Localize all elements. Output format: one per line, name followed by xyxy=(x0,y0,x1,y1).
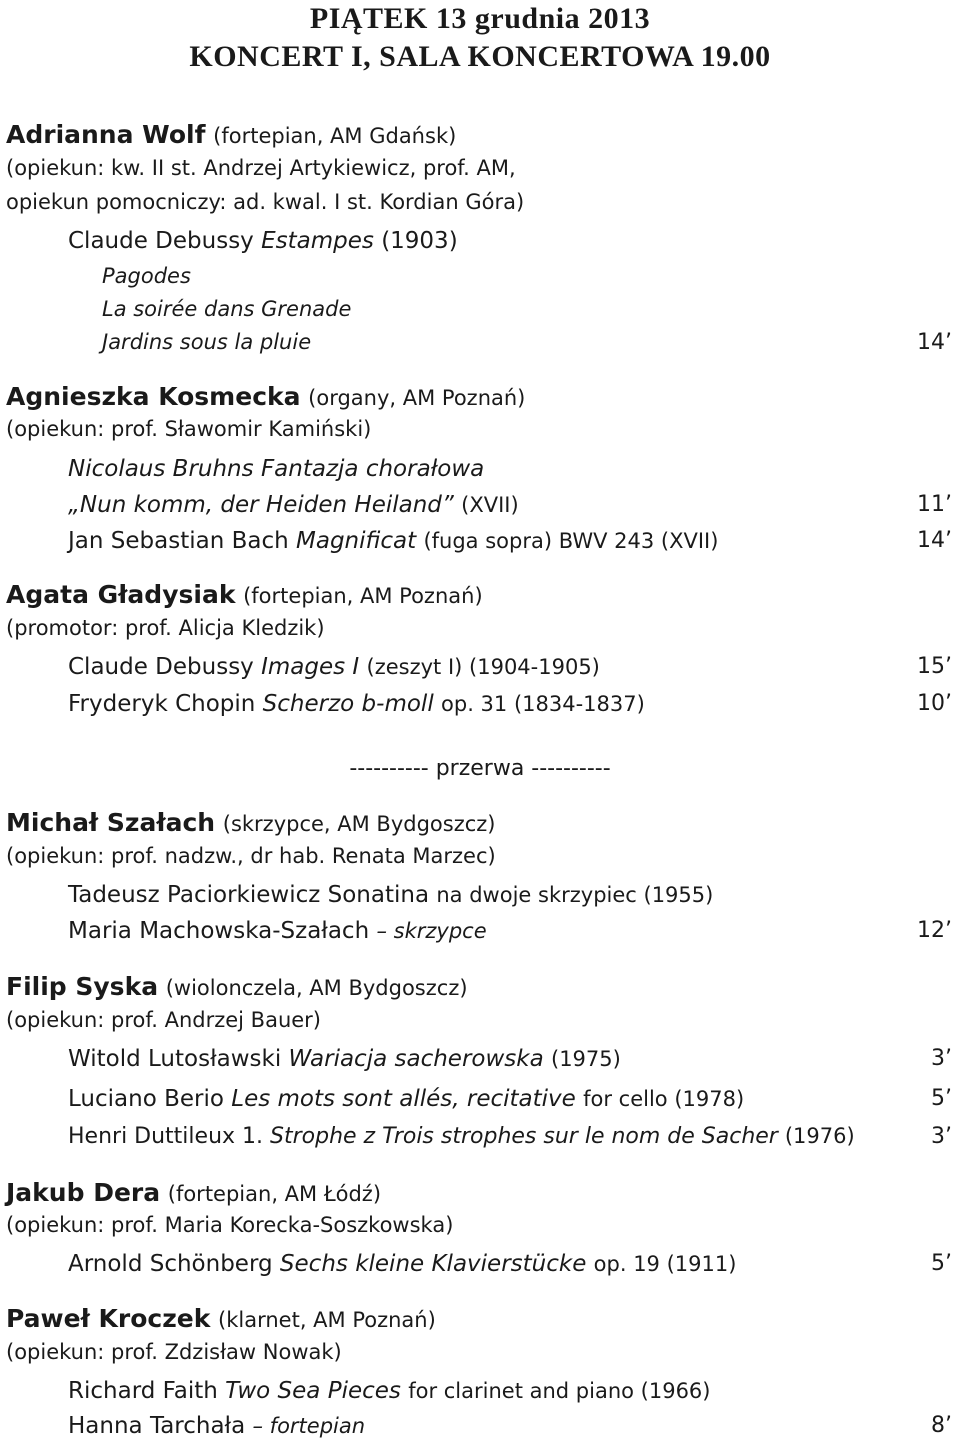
tutor-line: (promotor: prof. Alicja Kledzik) xyxy=(6,616,325,640)
piece-detail: for clarinet and piano (1966) xyxy=(408,1379,711,1403)
piece-line xyxy=(68,1378,711,1404)
piece-title: Sonatina xyxy=(327,882,430,908)
piece-line xyxy=(68,654,600,680)
performer-instrument: (organy, AM Poznań) xyxy=(308,386,526,410)
duration: 12’ xyxy=(917,918,952,943)
piece-line xyxy=(68,456,484,482)
piece-title: – skrzypce xyxy=(376,919,487,943)
performer-name: Paweł Kroczek xyxy=(6,1304,211,1333)
composer: Witold Lutosławski xyxy=(68,1046,282,1072)
duration: 5’ xyxy=(931,1086,952,1111)
piece-title-continued: „Nun komm, der Heiden Heiland” xyxy=(68,492,454,518)
performer-instrument: (klarnet, AM Poznań) xyxy=(218,1308,436,1332)
piece-detail: na dwoje skrzypiec (1955) xyxy=(436,883,714,907)
composer: Henri Duttileux 1. xyxy=(68,1124,264,1149)
piece-detail: for cello (1978) xyxy=(583,1087,745,1111)
piece-title: Sechs kleine Klavierstücke xyxy=(279,1251,587,1277)
piece-detail: (fuga sopra) BWV 243 (XVII) xyxy=(423,529,719,553)
performer-name: Jakub Dera xyxy=(6,1178,161,1207)
performer-line xyxy=(6,580,483,609)
performer-line xyxy=(6,1304,436,1333)
piece-line xyxy=(68,1046,621,1072)
movement: Pagodes xyxy=(102,264,191,288)
composer: Arnold Schönberg xyxy=(68,1251,273,1277)
piece-line xyxy=(68,1086,744,1112)
performer-name: Agata Gładysiak xyxy=(6,580,236,609)
piece-detail: op. 19 (1911) xyxy=(593,1252,737,1276)
performer-instrument: (wiolonczela, AM Bydgoszcz) xyxy=(165,976,468,1000)
piece-line xyxy=(68,1124,855,1149)
header-date: PIĄTEK 13 grudnia 2013 xyxy=(309,2,651,35)
piece-line xyxy=(68,492,519,518)
tutor-line: (opiekun: prof. Andrzej Bauer) xyxy=(6,1008,321,1032)
piece-title: Scherzo b-moll xyxy=(262,691,434,717)
duration: 3’ xyxy=(931,1124,952,1149)
duration: 10’ xyxy=(917,691,952,716)
piece-line xyxy=(68,918,487,944)
piece-title: Estampes xyxy=(261,228,374,254)
piece-title: Les mots sont allés, recitative xyxy=(231,1086,576,1112)
composer: Jan Sebastian Bach xyxy=(68,528,289,554)
intermission-divider: ---------- przerwa ---------- xyxy=(349,756,611,781)
tutor-line: (opiekun: prof. nadzw., dr hab. Renata Marzec) xyxy=(6,844,496,868)
piece-line xyxy=(68,1251,736,1277)
piece-title: Fantazja chorałowa xyxy=(260,456,485,482)
piece-title: Two Sea Pieces xyxy=(225,1378,401,1404)
performer-line xyxy=(6,972,468,1001)
composer: Luciano Berio xyxy=(68,1086,224,1112)
composer: Nicolaus Bruhns xyxy=(68,456,254,482)
duration: 3’ xyxy=(931,1046,952,1071)
performer-line xyxy=(6,120,456,149)
piece-detail: (zeszyt I) (1904-1905) xyxy=(366,655,600,679)
piece-line xyxy=(68,691,645,717)
tutor-line: (opiekun: prof. Sławomir Kamiński) xyxy=(6,417,372,441)
piece-title: Wariacja sacherowska xyxy=(288,1046,544,1072)
duration: 14’ xyxy=(917,528,952,553)
duration: 8’ xyxy=(931,1413,952,1438)
performer-line xyxy=(6,382,525,411)
performer-instrument: (fortepian, AM Poznań) xyxy=(243,584,483,608)
piece-line xyxy=(68,228,458,254)
duration: 5’ xyxy=(931,1251,952,1276)
piece-line xyxy=(68,1413,365,1439)
piece-detail: (1976) xyxy=(784,1124,855,1148)
piece-line xyxy=(68,528,718,554)
tutor-line: (opiekun: prof. Maria Korecka-Soszkowska) xyxy=(6,1213,454,1237)
piece-line xyxy=(68,882,713,908)
movement: La soirée dans Grenade xyxy=(102,297,352,321)
duration: 11’ xyxy=(917,492,952,517)
piece-title: Magnificat xyxy=(296,528,417,554)
performer-name: Agnieszka Kosmecka xyxy=(6,382,301,411)
composer: Hanna Tarchała xyxy=(68,1413,246,1439)
piece-detail: (1903) xyxy=(381,228,458,254)
composer: Claude Debussy xyxy=(68,228,254,254)
movement: Jardins sous la pluie xyxy=(102,330,312,354)
composer: Maria Machowska-Szałach xyxy=(68,918,370,944)
piece-detail: (XVII) xyxy=(461,493,519,517)
performer-line xyxy=(6,1178,381,1207)
composer: Tadeusz Paciorkiewicz xyxy=(68,882,321,908)
performer-name: Adrianna Wolf xyxy=(6,120,206,149)
performer-name: Michał Szałach xyxy=(6,808,216,837)
performer-instrument: (fortepian, AM Łódź) xyxy=(167,1182,382,1206)
tutor-line: opiekun pomocniczy: ad. kwal. I st. Kordian Góra) xyxy=(6,190,525,214)
performer-name: Filip Syska xyxy=(6,972,159,1001)
performer-instrument: (fortepian, AM Gdańsk) xyxy=(213,124,457,148)
piece-title: Images I xyxy=(261,654,360,680)
piece-detail: op. 31 (1834-1837) xyxy=(441,692,645,716)
composer: Fryderyk Chopin xyxy=(68,691,256,717)
header-concert: KONCERT I, SALA KONCERTOWA 19.00 xyxy=(189,40,771,73)
performer-instrument: (skrzypce, AM Bydgoszcz) xyxy=(222,812,496,836)
composer: Richard Faith xyxy=(68,1378,218,1404)
performer-line xyxy=(6,808,496,837)
composer: Claude Debussy xyxy=(68,654,254,680)
piece-detail: (1975) xyxy=(551,1047,621,1071)
piece-title: – fortepian xyxy=(252,1414,366,1438)
duration: 15’ xyxy=(917,654,952,679)
duration: 14’ xyxy=(917,330,952,355)
tutor-line: (opiekun: prof. Zdzisław Nowak) xyxy=(6,1340,342,1364)
tutor-line: (opiekun: kw. II st. Andrzej Artykiewicz, prof. AM, xyxy=(6,156,516,180)
piece-title: Strophe z Trois strophes sur le nom de Sacher xyxy=(270,1124,778,1149)
